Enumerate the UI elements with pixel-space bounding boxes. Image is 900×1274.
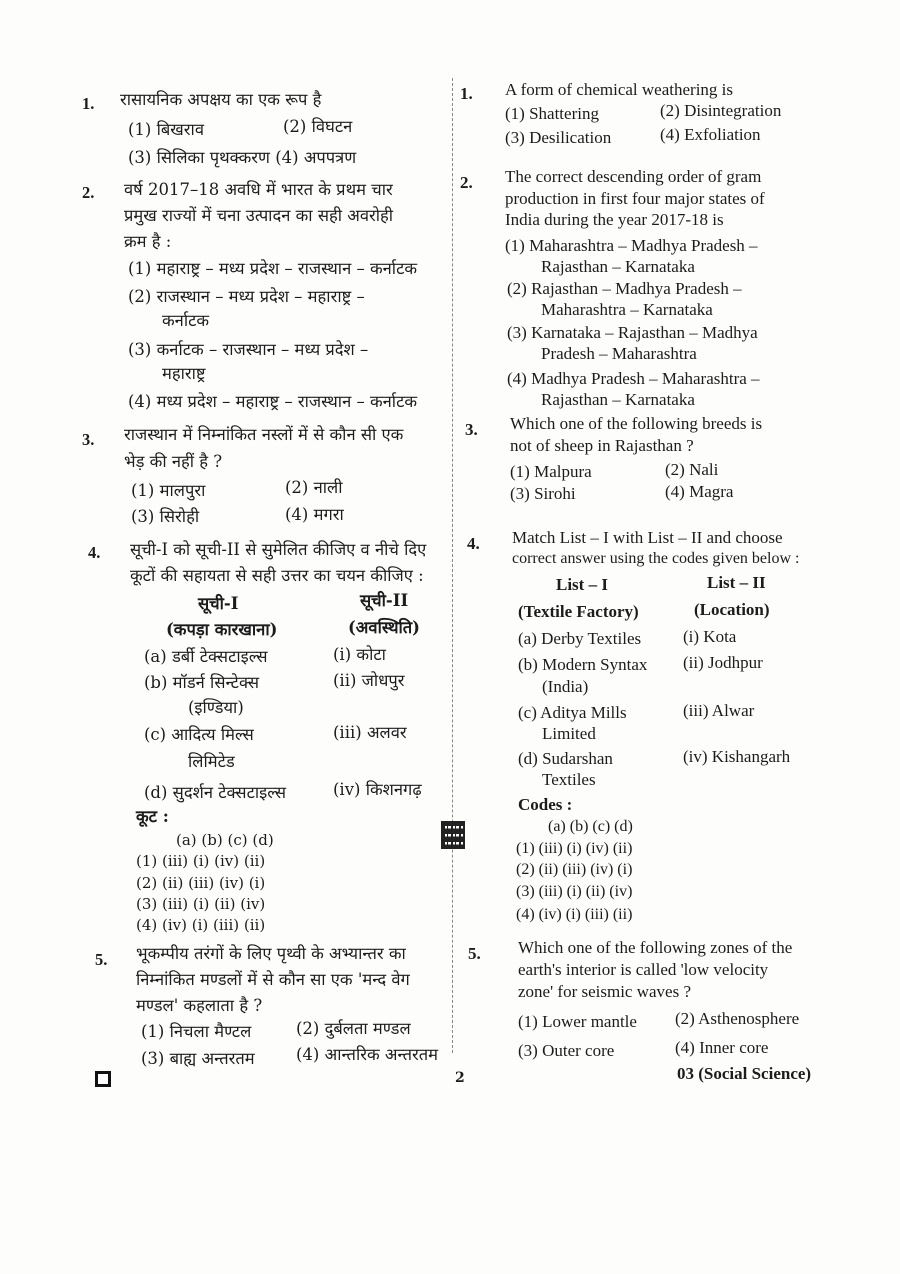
question-stem-line: भेड़ की नहीं है ? (124, 452, 223, 471)
list-2-header: सूची-II (360, 591, 409, 610)
option-2: (2) Nali (665, 460, 719, 479)
option-2: (2) विघटन (283, 117, 353, 136)
list-item-c-cont: लिमिटेड (188, 752, 235, 771)
question-stem-line: वर्ष 2017–18 अवधि में भारत के प्रथम चार (124, 180, 393, 199)
codes-label: Codes : (518, 795, 573, 814)
option-2: (2) दुर्बलता मण्डल (296, 1019, 411, 1038)
option-3-cont: महाराष्ट्र (162, 364, 206, 383)
list-item-b-cont: (इण्डिया) (188, 698, 244, 717)
option-1: (1) बिखराव (128, 120, 205, 139)
list-item-a: (a) Derby Textiles (518, 629, 642, 648)
page-number: 2 (455, 1070, 465, 1086)
question-stem-line: The correct descending order of gram (505, 167, 762, 186)
list-2-subheader: (Location) (694, 600, 770, 619)
option-4: (4) Madhya Pradesh – Maharashtra – (507, 369, 760, 388)
list-item-d: (d) सुदर्शन टेक्सटाइल्स (144, 783, 287, 802)
list-item-i: (i) कोटा (333, 645, 386, 664)
option-4: (4) Exfoliation (660, 125, 761, 144)
question-number: 2. (82, 183, 95, 202)
list-item-d: (d) Sudarshan (518, 749, 613, 768)
option-3: (3) बाह्य अन्तरतम (141, 1049, 255, 1068)
option-3: (3) कर्नाटक – राजस्थान – मध्य प्रदेश – (128, 340, 369, 359)
question-stem: रासायनिक अपक्षय का एक रूप है (120, 90, 322, 109)
option-3-cont: Pradesh – Maharashtra (541, 344, 697, 363)
option-1: (1) Shattering (505, 104, 599, 123)
option-1: (1) Maharashtra – Madhya Pradesh – (505, 236, 758, 255)
question-stem: A form of chemical weathering is (505, 80, 734, 99)
option-4: (4) मध्य प्रदेश – महाराष्ट्र – राजस्थान – कर्नाटक (128, 392, 418, 411)
question-stem-line: सूची-I को सूची-II से सुमेलित कीजिए व नीचे दिए (130, 540, 427, 559)
question-number: 2. (460, 173, 473, 192)
list-item-c: (c) Aditya Mills (518, 703, 627, 722)
option-3: (3) Sirohi (510, 484, 576, 503)
list-item-iii: (iii) Alwar (683, 701, 755, 720)
option-2-cont: Maharashtra – Karnataka (541, 300, 713, 319)
question-number: 4. (88, 543, 101, 562)
codes-label: कूट : (136, 807, 169, 826)
option-1-cont: Rajasthan – Karnataka (541, 257, 695, 276)
option-1: (1) निचला मैण्टल (141, 1022, 252, 1041)
question-stem-line: राजस्थान में निम्नांकित नस्लों में से कौन सी एक (124, 425, 404, 444)
code-row-4: (4) (iv) (i) (iii) (ii) (516, 906, 633, 923)
question-stem-line: Which one of the following breeds is (510, 414, 763, 433)
question-number: 3. (82, 430, 95, 449)
option-4-cont: Rajasthan – Karnataka (541, 390, 695, 409)
option-3: (3) सिरोही (131, 507, 200, 526)
question-number: 5. (95, 950, 108, 969)
question-number: 5. (468, 944, 481, 963)
question-stem-line: earth's interior is called 'low velocity (518, 960, 769, 979)
code-row-4: (4) (iv) (i) (iii) (ii) (136, 916, 266, 934)
option-3: (3) Outer core (518, 1041, 615, 1060)
option-4: (4) Magra (665, 482, 734, 501)
list-item-iv: (iv) Kishangarh (683, 747, 791, 766)
option-4: (4) आन्तरिक अन्तरतम (296, 1045, 439, 1064)
option-2: (2) राजस्थान – मध्य प्रदेश – महाराष्ट्र – (128, 287, 365, 306)
code-row-1: (1) (iii) (i) (iv) (ii) (136, 852, 266, 870)
question-number: 4. (467, 534, 480, 553)
list-item-d-cont: Textiles (542, 770, 596, 789)
code-row-3: (3) (iii) (i) (ii) (iv) (136, 895, 266, 913)
question-stem-line: production in first four major states of (505, 189, 765, 208)
code-row-2: (2) (ii) (iii) (iv) (i) (516, 861, 633, 878)
codes-header: (a) (b) (c) (d) (176, 831, 274, 849)
list-item-i: (i) Kota (683, 627, 737, 646)
question-number: 1. (82, 94, 95, 113)
question-number: 3. (465, 420, 478, 439)
option-3-4: (3) सिलिका पृथक्करण (4) अपपत्रण (128, 148, 357, 167)
option-2: (2) Asthenosphere (675, 1009, 800, 1028)
code-row-3: (3) (iii) (i) (ii) (iv) (516, 883, 633, 900)
option-1: (1) Malpura (510, 462, 592, 481)
question-stem-line: zone' for seismic waves ? (518, 982, 691, 1001)
option-1: (1) Lower mantle (518, 1012, 637, 1031)
list-item-iii: (iii) अलवर (333, 723, 407, 742)
list-item-c-cont: Limited (542, 724, 596, 743)
code-row-2: (2) (ii) (iii) (iv) (i) (136, 874, 266, 892)
option-2: (2) नाली (285, 478, 343, 497)
question-stem-line: correct answer using the codes given below : (512, 550, 800, 567)
option-1: (1) मालपुरा (131, 481, 206, 500)
option-3: (3) Desilication (505, 128, 612, 147)
option-2: (2) Rajasthan – Madhya Pradesh – (507, 279, 742, 298)
question-stem-line: Match List – I with List – II and choose (512, 528, 783, 547)
codes-header: (a) (b) (c) (d) (548, 818, 633, 835)
list-1-header: List – I (556, 575, 608, 594)
option-1: (1) महाराष्ट्र – मध्य प्रदेश – राजस्थान – कर्नाटक (128, 259, 418, 278)
list-1-subheader: (कपड़ा कारखाना) (166, 620, 278, 639)
code-row-1: (1) (iii) (i) (iv) (ii) (516, 840, 633, 857)
subject-code: 03 (Social Science) (677, 1064, 812, 1083)
page-marker-square (95, 1071, 111, 1087)
list-item-ii: (ii) Jodhpur (683, 653, 763, 672)
column-divider (452, 78, 453, 1053)
list-item-b-cont: (India) (542, 677, 589, 696)
question-stem-line: प्रमुख राज्यों में चना उत्पादन का सही अवरोही (124, 206, 394, 225)
list-item-iv: (iv) किशनगढ़ (333, 780, 422, 799)
question-stem-line: भूकम्पीय तरंगों के लिए पृथ्वी के अभ्यान्तर का (136, 944, 406, 963)
list-item-b: (b) मॉडर्न सिन्टेक्स (144, 673, 260, 692)
question-stem-line: not of sheep in Rajasthan ? (510, 436, 694, 455)
list-item-a: (a) डर्बी टेक्सटाइल्स (144, 647, 268, 666)
question-stem-line: कूटों की सहायता से सही उत्तर का चयन कीजिए : (130, 566, 424, 585)
question-stem-line: मण्डल' कहलाता है ? (136, 996, 263, 1015)
question-stem-line: Which one of the following zones of the (518, 938, 793, 957)
list-item-ii: (ii) जोधपुर (333, 671, 405, 690)
question-stem-line: निम्नांकित मण्डलों में से कौन सा एक 'मन्द वेग (136, 970, 410, 989)
option-3: (3) Karnataka – Rajasthan – Madhya (507, 323, 758, 342)
list-item-c: (c) आदित्य मिल्स (144, 725, 254, 744)
list-2-subheader: (अवस्थिति) (348, 618, 420, 637)
list-item-b: (b) Modern Syntax (518, 655, 648, 674)
list-2-header: List – II (707, 573, 766, 592)
option-2-cont: कर्नाटक (162, 311, 210, 330)
list-1-subheader: (Textile Factory) (518, 602, 639, 621)
option-4: (4) मगरा (285, 505, 344, 524)
option-4: (4) Inner core (675, 1038, 769, 1057)
list-1-header: सूची-I (198, 594, 239, 613)
question-stem-line: India during the year 2017-18 is (505, 210, 724, 229)
question-number: 1. (460, 84, 473, 103)
question-stem-line: क्रम है : (124, 232, 172, 251)
option-2: (2) Disintegration (660, 101, 782, 120)
